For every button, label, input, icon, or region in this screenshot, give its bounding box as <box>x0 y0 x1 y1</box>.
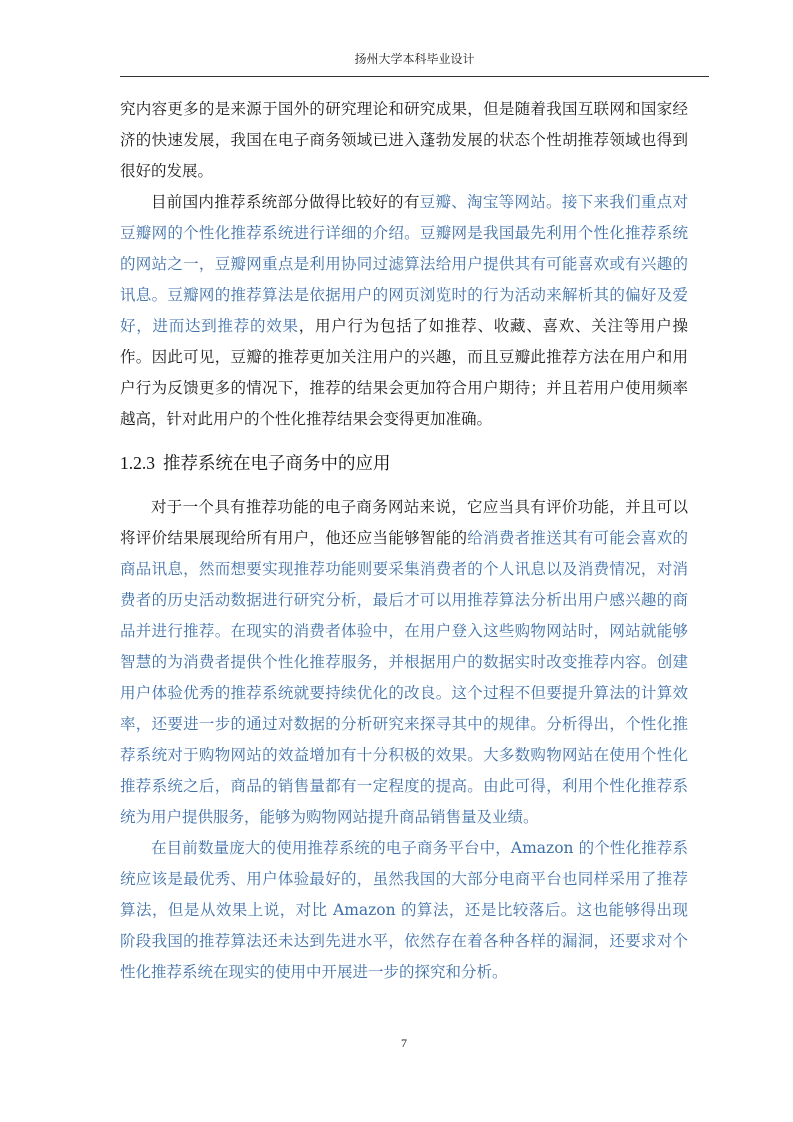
section-heading <box>120 448 688 479</box>
paragraph-3-highlight: 给消费者推送其有可能会喜欢的商品讯息，然而想要实现推荐功能则要采集消费者的个人讯息以及消费情况，对消费者的历史活动数据进行研究分析，最后才可以用推荐算法分析出用户感兴趣的商品并进行推荐。在现实的消费者体验中，在用户登入这些购物网站时，网站就能够智慧的为消费者提供个性化推荐服务，并根据用户的数据实时改变推荐内容。创建用户体验优秀的推荐系统就要持续优化的改良。这个过程不但要提升算法的计算效率，还要进一步的通过对数据的分析研究来探寻其中的规律。分析得出，个性化推荐系统对于购物网站的效益增加有十分积极的效果。大多数购物网站在使用个性化推荐系统之后，商品的销售量都有一定程度的提高。由此可得，利用个性化推荐系统为用户提供服务，能够为购物网站提升商品销售量及业绩。 <box>120 529 688 826</box>
header-divider <box>120 76 709 77</box>
section-title: 推荐系统在电子商务中的应用 <box>163 454 391 474</box>
paragraph-2-text: 目前国内推荐系统部分做得比较好的有 <box>151 193 420 211</box>
paragraph-2 <box>120 187 688 435</box>
document-body <box>120 94 688 988</box>
paragraph-2-highlight: 豆瓣、淘宝等网站。接下来我们重点对豆瓣网的个性化推荐系统进行详细的介绍。豆瓣网是我国最先利用个性化推荐系统的网站之一，豆瓣网重点是利用协同过滤算法给用户提供其有可能喜欢或有兴趣的讯息。豆瓣网的推荐算法是依据用户的网页浏览时的行为活动来解析其的偏好及爱好，进而达到推荐的效果 <box>120 193 688 335</box>
paragraph-3 <box>120 492 688 833</box>
page-header: 扬州大学本科毕业设计 <box>354 52 475 66</box>
paragraph-4: 在目前数量庞大的使用推荐系统的电子商务平台中，Amazon 的个性化推荐系统应该是最优秀、用户体验最好的，虽然我国的大部分电商平台也同样采用了推荐算法，但是从效果上说，对比 Amazon 的算法，还是比较落后。这也能够得出现阶段我国的推荐算法还未达到先进水平，依然存在着各种各样的漏洞，还要求对个性化推荐系统在现实的使用中开展进一步的探究和分析。 <box>120 839 688 981</box>
paragraph-2-text-cont: ，用户行为包括了如推荐、收藏、喜欢、关注等用户操作。因此可见，豆瓣的推荐更加关注用户的兴趣，而且豆瓣此推荐方法在用户和用户行为反馈更多的情况下，推荐的结果会更加符合用户期待；并且若用户使用频率越高，针对此用户的个性化推荐结果会变得更加准确。 <box>120 317 688 428</box>
paragraph-1: 究内容更多的是来源于国外的研究理论和研究成果，但是随着我国互联网和国家经济的快速发展，我国在电子商务领域已进入蓬勃发展的状态个性胡推荐领域也得到很好的发展。 <box>120 100 688 180</box>
page-number: 7 <box>401 1036 407 1050</box>
section-number: 1.2.3 <box>120 453 155 473</box>
paragraph-3-text: 对于一个具有推荐功能的电子商务网站来说，它应当具有评价功能，并且可以将评价结果展现给所有用户，他还应当能够智能的 <box>120 498 688 547</box>
